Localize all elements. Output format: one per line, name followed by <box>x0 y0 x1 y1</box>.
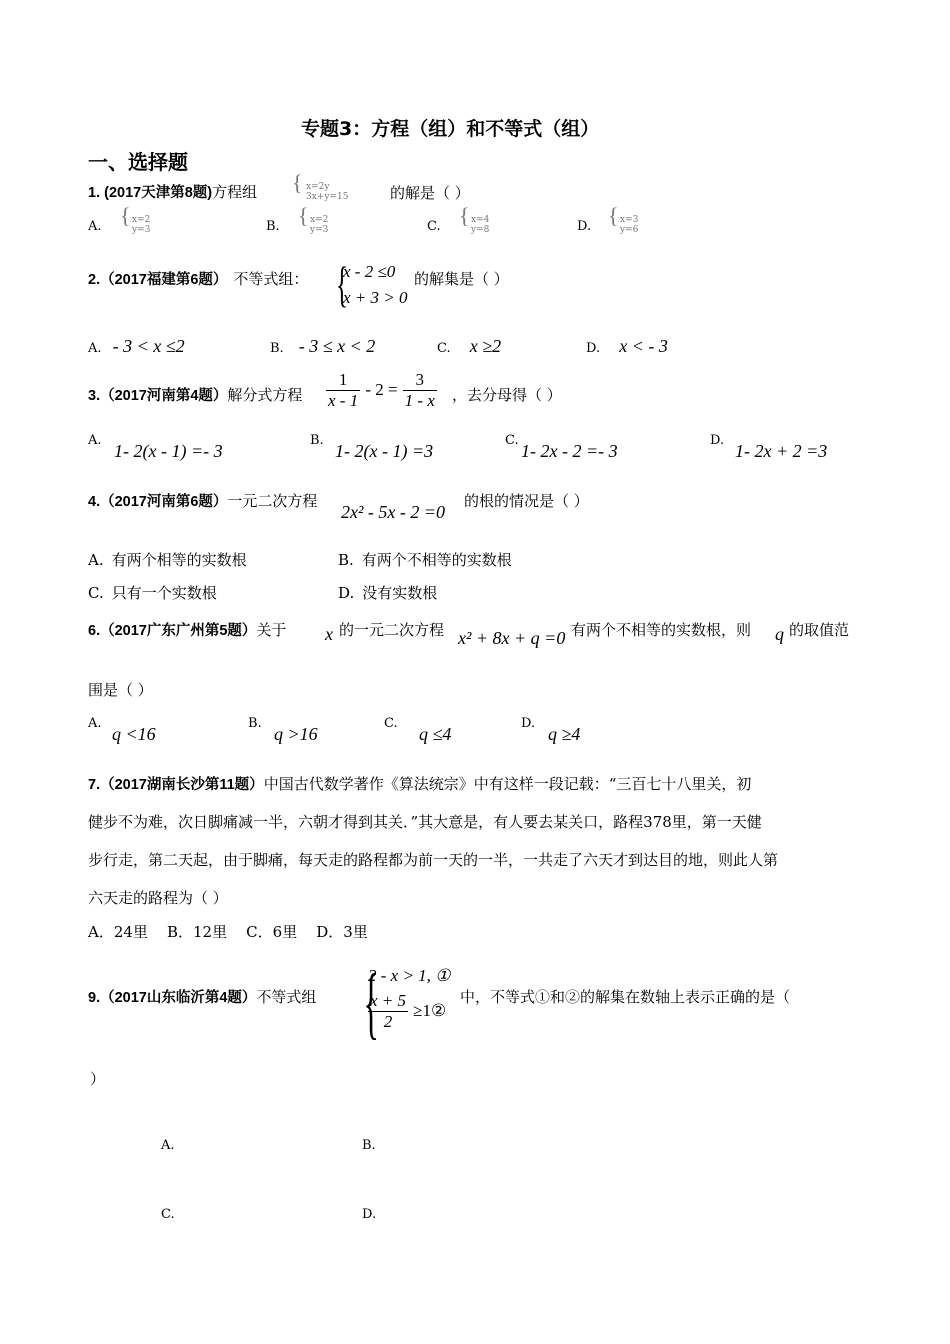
q6-equation: x² + 8x + q =0 <box>458 628 566 648</box>
question-7 <box>88 773 751 794</box>
option-label: B. <box>270 341 284 356</box>
option-value: - 3 ≤ x < 2 <box>298 336 376 356</box>
section-heading: 一、选择题 <box>88 150 188 174</box>
q2-brace: { <box>336 256 348 312</box>
question-text: 中国古代数学著作《算法统宗》中有这样一段记载：“三百七十八里关，初 <box>263 775 752 793</box>
question-number: 9.（2017山东临沂第4题） <box>88 990 257 1006</box>
option-label: C. <box>437 341 451 356</box>
option-line: x=4 <box>471 215 490 225</box>
question-number: 7.（2017湖南长沙第11题） <box>88 777 264 793</box>
option-label: B. <box>338 551 354 569</box>
option-label: D. <box>586 341 601 356</box>
q2-equation-system <box>343 259 408 311</box>
q9-option-d[interactable]: D. <box>362 1207 377 1222</box>
option-line: y=6 <box>620 225 639 235</box>
question-text-tail: 的解是（ ） <box>390 184 470 202</box>
question-text: 关于 <box>256 621 287 639</box>
q6-option-d-value: q ≥4 <box>548 724 581 744</box>
question-number: 6.（2017广东广州第5题） <box>88 623 257 639</box>
system-line-2 <box>368 991 450 1032</box>
q1-option-a[interactable] <box>88 219 102 234</box>
option-line: x=2 <box>132 215 151 225</box>
option-label: A. <box>88 551 104 569</box>
question-1 <box>88 181 257 205</box>
q3-option-b-value: 1- 2(x - 1) =3 <box>335 441 434 461</box>
q1-equation-system: { x=2y 3x+y=15 <box>292 170 349 202</box>
option-label: C. <box>427 219 441 234</box>
q6-text-d: 的取值范 <box>789 621 850 639</box>
q4-option-a[interactable] <box>88 549 247 570</box>
option-value: 只有一个实数根 <box>111 584 217 602</box>
q2-option-c[interactable] <box>437 336 501 357</box>
q2-option-a[interactable] <box>88 336 185 357</box>
question-4 <box>88 490 317 511</box>
q3-option-c-label[interactable]: C. <box>505 433 519 448</box>
q3-option-c-value: 1- 2x - 2 =- 3 <box>521 441 618 461</box>
q1-option-c[interactable] <box>427 219 441 234</box>
q7-line-2: 健步不为难，次日脚痛减一半，六朝才得到其关．”其大意是，有人要去某关口，路程378里，第一天健 <box>88 813 762 831</box>
question-text-tail: 的根的情况是（ ） <box>464 492 589 510</box>
system-line-1: x - 2 ≤0 <box>343 262 396 281</box>
question-number: 2.（2017福建第6题） <box>88 272 228 288</box>
option-label: D. <box>338 584 355 602</box>
q6-option-c-label[interactable]: C. <box>384 716 398 731</box>
fraction-denominator: x - 1 <box>328 391 359 410</box>
q9-option-c[interactable]: C. <box>161 1207 175 1222</box>
option-value: x < - 3 <box>619 336 668 356</box>
q3-option-d-label[interactable]: D. <box>710 433 725 448</box>
question-3 <box>88 384 302 405</box>
system-line-2: 3x+y=15 <box>306 192 349 202</box>
q1-option-a-value: { x=2 y=3 <box>120 203 151 235</box>
question-text-tail: 中，不等式①和②的解集在数轴上表示正确的是（ <box>460 988 791 1006</box>
option-label: C. <box>88 584 104 602</box>
fraction-denominator: 2 <box>383 1012 393 1031</box>
q6-option-c-value: q ≤4 <box>419 724 452 744</box>
system-line-2-tail: ≥1② <box>413 1001 447 1020</box>
q6-option-d-label[interactable]: D. <box>521 716 536 731</box>
q3-option-a-label[interactable]: A. <box>88 433 102 448</box>
question-number: 1. (2017天津第8题) <box>88 185 213 201</box>
q1-option-d-value: { x=3 y=6 <box>608 203 639 235</box>
question-text-tail: 的解集是（ ） <box>414 270 509 288</box>
q6-text: 的一元二次方程 <box>339 621 445 639</box>
q6-text-c: 有两个不相等的实数根，则 <box>571 621 752 639</box>
question-text: 不等式组： <box>233 270 309 288</box>
q2-option-b[interactable] <box>270 336 375 357</box>
option-label: D. <box>577 219 592 234</box>
question-text: 方程组 <box>212 183 258 201</box>
question-9 <box>88 986 316 1007</box>
fraction-numerator: x + 5 <box>370 991 407 1010</box>
option-line: x=3 <box>620 215 639 225</box>
q6-option-b-label[interactable]: B. <box>248 716 262 731</box>
q1-option-b-value: { x=2 y=3 <box>298 203 329 235</box>
q6-text-e: 围是（ ） <box>88 681 153 699</box>
fraction-denominator: 1 - x <box>404 391 435 410</box>
q9-equation-system <box>368 965 450 1032</box>
q2-option-d[interactable] <box>586 336 668 357</box>
q6-var-q: q <box>775 624 784 644</box>
q1-option-c-value: { x=4 y=8 <box>459 203 490 235</box>
system-line-1: x=2y <box>306 182 330 192</box>
q3-option-b-label[interactable]: B. <box>310 433 324 448</box>
q4-option-d[interactable] <box>338 582 437 603</box>
q1-option-d[interactable] <box>577 219 591 234</box>
q3-option-a-value: 1- 2(x - 1) =- 3 <box>114 441 223 461</box>
option-value: 没有实数根 <box>362 584 438 602</box>
q9-option-b[interactable]: B. <box>362 1138 376 1153</box>
option-line: y=3 <box>310 225 329 235</box>
option-label: A. <box>88 219 102 234</box>
option-value: x ≥2 <box>469 336 502 356</box>
q3-option-d-value: 1- 2x + 2 =3 <box>735 441 828 461</box>
question-text: 一元二次方程 <box>227 492 318 510</box>
q6-option-b-value: q >16 <box>274 724 318 744</box>
q6-option-a-value: q <16 <box>112 724 156 744</box>
option-line: x=2 <box>310 215 329 225</box>
equation-middle: - 2 = <box>365 380 398 399</box>
question-number: 3.（2017河南第4题） <box>88 388 228 404</box>
q7-options[interactable]: A．24里 B．12里 C．6里 D．3里 <box>88 923 368 941</box>
q9-brace: { <box>363 959 379 1047</box>
q4-equation: 2x² - 5x - 2 =0 <box>341 502 446 522</box>
option-value: - 3 < x ≤2 <box>112 336 185 356</box>
fraction-numerator: 3 <box>403 370 437 391</box>
q1-option-b[interactable] <box>266 219 280 234</box>
q7-line-3: 步行走，第二天起，由于脚痛，每天走的路程都为前一天的一半，一共走了六天才到达目的地，则此人第 <box>88 851 779 869</box>
question-text-close: ） <box>90 1070 106 1088</box>
option-label: B. <box>266 219 280 234</box>
question-text: 不等式组 <box>256 988 317 1006</box>
option-line: y=3 <box>132 225 151 235</box>
system-line-1: 2 - x > 1, ① <box>368 966 451 985</box>
q6-var-x: x <box>325 624 333 644</box>
q9-option-a[interactable]: A. <box>161 1138 175 1153</box>
question-number: 4.（2017河南第6题） <box>88 494 228 510</box>
page-title: 专题3：方程（组）和不等式（组） <box>301 118 600 140</box>
q4-option-c[interactable] <box>88 582 217 603</box>
option-label: A. <box>88 341 102 356</box>
option-value: 有两个相等的实数根 <box>111 551 247 569</box>
q6-option-a-label[interactable]: A. <box>88 716 102 731</box>
question-6 <box>88 619 286 640</box>
system-line-2: x + 3 > 0 <box>343 288 408 307</box>
question-text-tail: ，去分母得（ ） <box>452 386 562 404</box>
q3-equation <box>326 370 437 411</box>
q7-line-4: 六天走的路程为（ ） <box>88 889 228 907</box>
option-value: 有两个不相等的实数根 <box>361 551 512 569</box>
question-text: 解分式方程 <box>227 386 303 404</box>
fraction-numerator: 1 <box>326 370 360 391</box>
q4-option-b[interactable] <box>338 549 512 570</box>
option-line: y=8 <box>471 225 490 235</box>
question-2 <box>88 268 308 289</box>
